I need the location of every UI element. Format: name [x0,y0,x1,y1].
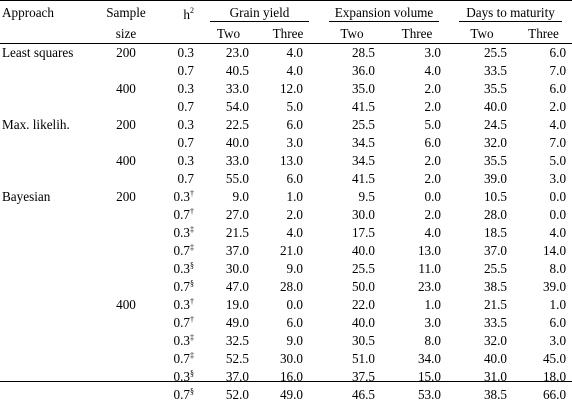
footnote-mark: § [190,387,194,396]
days-to-maturity-two-cell: 25.5 [449,260,515,278]
footnote-mark: § [190,279,194,288]
heritability-value: 0.7 [174,243,190,258]
expansion-volume-two-cell: 41.5 [319,170,385,188]
table-row [0,98,572,116]
heritability-cell [156,332,200,350]
days-to-maturity-three-cell: 8.0 [515,260,572,278]
approach-cell [0,152,96,170]
heritability-cell [156,260,200,278]
footnote-mark: † [190,207,194,216]
sample-size-header: Sample [96,1,156,25]
days-to-maturity-two-cell: 33.5 [449,62,515,80]
grain-yield-three-cell: 2.0 [257,206,319,224]
heritability-value: 0.3 [174,333,190,348]
sample-size-cell [96,314,156,332]
bottom-rule [0,381,572,382]
footnote-mark: ‡ [190,333,194,342]
table-row [0,278,572,296]
heritability-value: 0.3 [178,45,194,60]
subheader-two: Two [319,24,385,44]
table-row [0,260,572,278]
grain-yield-three-cell: 30.0 [257,350,319,368]
sample-size-cell [96,224,156,242]
heritability-value: 0.3 [178,81,194,96]
sample-size-cell [96,206,156,224]
expansion-volume-two-cell: 25.5 [319,116,385,134]
days-to-maturity-two-cell: 37.0 [449,242,515,260]
expansion-volume-three-cell: 2.0 [385,206,449,224]
days-to-maturity-three-cell: 6.0 [515,314,572,332]
grain-yield-two-cell: 49.0 [200,314,257,332]
approach-cell [0,368,96,386]
days-to-maturity-two-cell: 24.5 [449,116,515,134]
approach-cell [0,134,96,152]
approach-cell [0,170,96,188]
heritability-value: 0.3 [174,297,190,312]
approach-cell [0,206,96,224]
expansion-volume-three-cell: 3.0 [385,44,449,63]
sample-size-cell [96,242,156,260]
heritability-cell [156,314,200,332]
grain-yield-two-cell: 52.5 [200,350,257,368]
grain-yield-two-cell: 52.0 [200,386,257,404]
approach-cell [0,386,96,404]
days-to-maturity-two-cell: 38.5 [449,278,515,296]
table-row [0,188,572,206]
sample-size-header-line2: size [96,24,156,44]
approach-cell: Bayesian [0,188,96,206]
expansion-volume-two-cell: 28.5 [319,44,385,63]
days-to-maturity-two-cell: 35.5 [449,152,515,170]
grain-yield-three-cell: 4.0 [257,224,319,242]
sample-size-cell [96,260,156,278]
grain-yield-three-cell: 4.0 [257,44,319,63]
days-to-maturity-two-cell: 39.0 [449,170,515,188]
grain-yield-three-cell: 21.0 [257,242,319,260]
approach-cell: Max. likelih. [0,116,96,134]
expansion-volume-two-cell: 35.0 [319,80,385,98]
expansion-volume-two-cell: 25.5 [319,260,385,278]
days-to-maturity-header [449,1,572,25]
heritability-value: 0.3 [174,369,190,384]
grain-yield-three-cell: 0.0 [257,296,319,314]
table-row [0,314,572,332]
header-row-1 [0,1,572,25]
heritability-cell [156,98,200,116]
days-to-maturity-three-cell: 45.0 [515,350,572,368]
grain-yield-three-cell: 4.0 [257,62,319,80]
days-to-maturity-two-cell: 40.0 [449,350,515,368]
grain-yield-two-cell: 30.0 [200,260,257,278]
subheader-three: Three [257,24,319,44]
expansion-volume-two-cell: 22.0 [319,296,385,314]
expansion-volume-header [319,1,449,25]
grain-yield-three-cell: 9.0 [257,332,319,350]
approach-cell [0,242,96,260]
table-row [0,170,572,188]
footnote-mark: ‡ [190,243,194,252]
grain-yield-two-cell: 21.5 [200,224,257,242]
expansion-volume-two-cell: 30.5 [319,332,385,350]
heritability-cell [156,134,200,152]
expansion-volume-three-cell: 0.0 [385,188,449,206]
expansion-volume-label: Expansion volume [329,4,439,22]
approach-cell [0,224,96,242]
header-blank-cell [0,24,96,44]
days-to-maturity-three-cell: 6.0 [515,44,572,63]
heritability-cell [156,80,200,98]
heritability-cell [156,368,200,386]
grain-yield-three-cell: 3.0 [257,134,319,152]
heritability-cell [156,206,200,224]
table-row [0,152,572,170]
heritability-value: 0.3 [174,261,190,276]
approach-cell [0,296,96,314]
days-to-maturity-two-cell: 40.0 [449,98,515,116]
subheader-three: Three [515,24,572,44]
expansion-volume-three-cell: 6.0 [385,134,449,152]
days-to-maturity-three-cell: 4.0 [515,224,572,242]
footnote-mark: § [190,261,194,270]
days-to-maturity-three-cell: 7.0 [515,62,572,80]
grain-yield-two-cell: 33.0 [200,80,257,98]
expansion-volume-three-cell: 34.0 [385,350,449,368]
expansion-volume-two-cell: 17.5 [319,224,385,242]
subheader-two: Two [449,24,515,44]
table-row [0,80,572,98]
table-row [0,224,572,242]
days-to-maturity-label: Days to maturity [459,4,562,22]
sample-size-cell: 400 [96,152,156,170]
heritability-value: 0.3 [174,225,190,240]
heritability-cell [156,152,200,170]
grain-yield-header [200,1,319,25]
expansion-volume-two-cell: 9.5 [319,188,385,206]
table-header [0,1,572,44]
header-row-2 [0,24,572,44]
grain-yield-three-cell: 16.0 [257,368,319,386]
heritability-value: 0.7 [178,135,194,150]
days-to-maturity-two-cell: 32.0 [449,134,515,152]
expansion-volume-two-cell: 30.0 [319,206,385,224]
expansion-volume-two-cell: 50.0 [319,278,385,296]
expansion-volume-two-cell: 36.0 [319,62,385,80]
expansion-volume-three-cell: 2.0 [385,80,449,98]
sample-size-cell [96,98,156,116]
expansion-volume-three-cell: 13.0 [385,242,449,260]
sample-size-cell: 400 [96,80,156,98]
grain-yield-two-cell: 33.0 [200,152,257,170]
heritability-cell [156,242,200,260]
days-to-maturity-two-cell: 35.5 [449,80,515,98]
days-to-maturity-two-cell: 21.5 [449,296,515,314]
heritability-value: 0.7 [174,351,190,366]
grain-yield-two-cell: 54.0 [200,98,257,116]
subheader-two: Two [200,24,257,44]
days-to-maturity-three-cell: 66.0 [515,386,572,404]
approach-cell [0,314,96,332]
expansion-volume-two-cell: 34.5 [319,134,385,152]
expansion-volume-two-cell: 37.5 [319,368,385,386]
days-to-maturity-two-cell: 10.5 [449,188,515,206]
days-to-maturity-two-cell: 25.5 [449,44,515,63]
approach-cell [0,80,96,98]
expansion-volume-two-cell: 41.5 [319,98,385,116]
sample-size-cell: 200 [96,44,156,63]
heritability-cell [156,62,200,80]
heritability-value: 0.7 [174,387,190,402]
table-row [0,296,572,314]
heritability-cell [156,386,200,404]
grain-yield-three-cell: 13.0 [257,152,319,170]
grain-yield-two-cell: 37.0 [200,368,257,386]
grain-yield-three-cell: 1.0 [257,188,319,206]
heritability-value: 0.3 [174,189,190,204]
approach-cell [0,98,96,116]
heritability-cell [156,116,200,134]
expansion-volume-two-cell: 51.0 [319,350,385,368]
days-to-maturity-three-cell: 3.0 [515,170,572,188]
days-to-maturity-three-cell: 0.0 [515,206,572,224]
expansion-volume-three-cell: 1.0 [385,296,449,314]
sample-size-cell: 200 [96,188,156,206]
expansion-volume-two-cell: 34.5 [319,152,385,170]
expansion-volume-two-cell: 46.5 [319,386,385,404]
approach-cell [0,260,96,278]
grain-yield-three-cell: 6.0 [257,314,319,332]
days-to-maturity-two-cell: 28.0 [449,206,515,224]
grain-yield-three-cell: 28.0 [257,278,319,296]
heritability-superscript: 2 [190,6,194,15]
approach-cell [0,278,96,296]
table-body [0,44,572,404]
approach-cell [0,62,96,80]
expansion-volume-three-cell: 15.0 [385,368,449,386]
days-to-maturity-three-cell: 2.0 [515,98,572,116]
footnote-mark: † [190,297,194,306]
table-row [0,62,572,80]
sample-size-cell [96,134,156,152]
table-row [0,44,572,63]
sample-size-cell [96,350,156,368]
table-row [0,368,572,386]
grain-yield-two-cell: 9.0 [200,188,257,206]
grain-yield-two-cell: 23.0 [200,44,257,63]
sample-size-cell [96,332,156,350]
days-to-maturity-two-cell: 31.0 [449,368,515,386]
grain-yield-two-cell: 27.0 [200,206,257,224]
days-to-maturity-two-cell: 32.0 [449,332,515,350]
approach-header: Approach [0,1,96,25]
grain-yield-two-cell: 19.0 [200,296,257,314]
days-to-maturity-three-cell: 1.0 [515,296,572,314]
footnote-mark: † [190,315,194,324]
heritability-value: 0.3 [178,117,194,132]
heritability-value: 0.7 [174,315,190,330]
table-row [0,242,572,260]
grain-yield-three-cell: 6.0 [257,116,319,134]
expansion-volume-two-cell: 40.0 [319,314,385,332]
table-row [0,386,572,404]
days-to-maturity-three-cell: 14.0 [515,242,572,260]
grain-yield-three-cell: 49.0 [257,386,319,404]
grain-yield-two-cell: 40.5 [200,62,257,80]
sample-size-cell: 400 [96,296,156,314]
footnote-mark: § [190,369,194,378]
table-row [0,350,572,368]
heritability-value: 0.7 [178,171,194,186]
footnote-mark: ‡ [190,351,194,360]
days-to-maturity-three-cell: 3.0 [515,332,572,350]
grain-yield-two-cell: 55.0 [200,170,257,188]
expansion-volume-three-cell: 4.0 [385,62,449,80]
table-row [0,116,572,134]
expansion-volume-three-cell: 2.0 [385,152,449,170]
table-row [0,206,572,224]
grain-yield-label: Grain yield [210,4,309,22]
heritability-value: 0.7 [174,279,190,294]
expansion-volume-three-cell: 2.0 [385,170,449,188]
heritability-cell [156,170,200,188]
expansion-volume-three-cell: 23.0 [385,278,449,296]
heritability-cell [156,188,200,206]
heritability-value: 0.7 [178,99,194,114]
approach-cell: Least squares [0,44,96,63]
expansion-volume-three-cell: 2.0 [385,98,449,116]
heritability-cell [156,350,200,368]
expansion-volume-two-cell: 40.0 [319,242,385,260]
expansion-volume-three-cell: 4.0 [385,224,449,242]
grain-yield-three-cell: 9.0 [257,260,319,278]
heritability-value: 0.7 [178,63,194,78]
table-row [0,134,572,152]
grain-yield-two-cell: 47.0 [200,278,257,296]
table-row [0,332,572,350]
grain-yield-three-cell: 6.0 [257,170,319,188]
days-to-maturity-three-cell: 18.0 [515,368,572,386]
footnote-mark: ‡ [190,225,194,234]
expansion-volume-three-cell: 3.0 [385,314,449,332]
heritability-header [156,1,200,25]
grain-yield-three-cell: 12.0 [257,80,319,98]
grain-yield-two-cell: 32.5 [200,332,257,350]
sample-size-cell: 200 [96,116,156,134]
grain-yield-two-cell: 22.5 [200,116,257,134]
expansion-volume-three-cell: 53.0 [385,386,449,404]
days-to-maturity-three-cell: 6.0 [515,80,572,98]
days-to-maturity-three-cell: 0.0 [515,188,572,206]
days-to-maturity-two-cell: 38.5 [449,386,515,404]
days-to-maturity-three-cell: 4.0 [515,116,572,134]
days-to-maturity-two-cell: 18.5 [449,224,515,242]
expansion-volume-three-cell: 8.0 [385,332,449,350]
heritability-cell [156,224,200,242]
days-to-maturity-two-cell: 33.5 [449,314,515,332]
footnote-mark: † [190,189,194,198]
grain-yield-two-cell: 40.0 [200,134,257,152]
heritability-value: 0.7 [174,207,190,222]
sample-size-cell [96,62,156,80]
heritability-cell [156,296,200,314]
sample-size-cell [96,278,156,296]
header-blank-cell [156,24,200,44]
grain-yield-two-cell: 37.0 [200,242,257,260]
days-to-maturity-three-cell: 39.0 [515,278,572,296]
approach-cell [0,350,96,368]
sample-size-cell [96,170,156,188]
heritability-value: 0.3 [178,153,194,168]
heritability-cell [156,44,200,63]
days-to-maturity-three-cell: 7.0 [515,134,572,152]
heritability-cell [156,278,200,296]
days-to-maturity-three-cell: 5.0 [515,152,572,170]
sample-size-cell [96,368,156,386]
sample-size-cell [96,386,156,404]
approach-cell [0,332,96,350]
expansion-volume-three-cell: 5.0 [385,116,449,134]
heritability-symbol: h [183,7,190,22]
grain-yield-three-cell: 5.0 [257,98,319,116]
subheader-three: Three [385,24,449,44]
expansion-volume-three-cell: 11.0 [385,260,449,278]
